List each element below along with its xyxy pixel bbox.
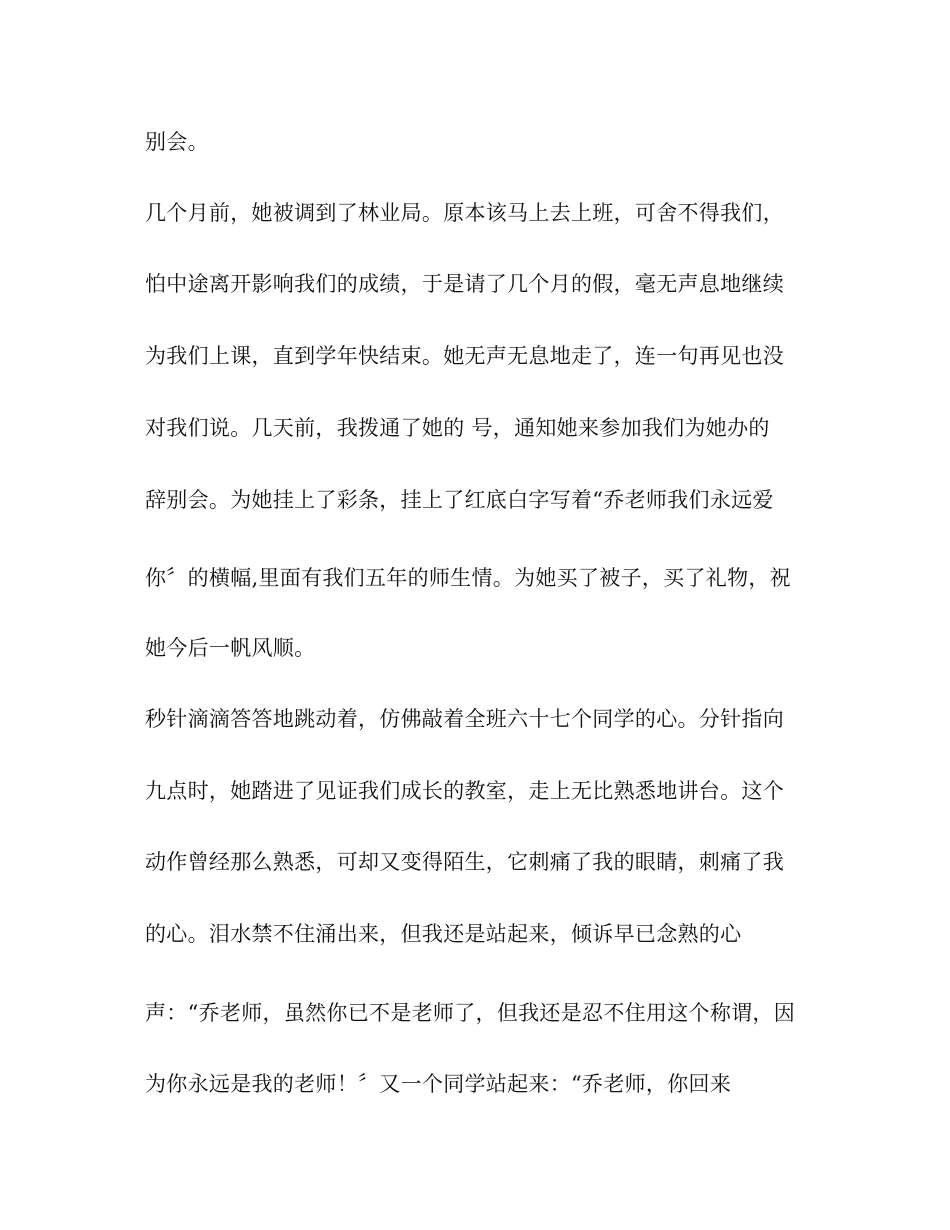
text-line: 她今后一帆风顺。 (145, 636, 316, 660)
text-line: 辞别会。为她挂上了彩条，挂上了红底白字写着“乔老师我们永远爱 (145, 488, 774, 512)
text-line: 怕中途离开影响我们的成绩，于是请了几个月的假，毫无声息地继续 (145, 272, 784, 296)
text-line: 的心。泪水禁不住涌出来，但我还是站起来，倾诉早已念熟的心 (145, 922, 742, 946)
text-line: 秒针滴滴答答地跳动着，仿佛敲着全班六十七个同学的心。分针指向 (145, 707, 784, 731)
text-line: 声：“乔老师，虽然你已不是老师了，但我还是忍不住用这个称谓，因 (145, 1001, 796, 1025)
text-line: 动作曾经那么熟悉，可却又变得陌生，它刺痛了我的眼睛，刺痛了我 (145, 850, 784, 874)
text-line: 几个月前，她被调到了林业局。原本该马上去上班，可舍不得我们， (145, 201, 784, 225)
text-line: 九点时，她踏进了见证我们成长的教室，走上无比熟悉地讲台。这个 (145, 779, 784, 803)
text-line: 别会。 (145, 130, 209, 154)
text-line: 为我们上课，直到学年快结束。她无声无息地走了，连一句再见也没 (145, 344, 784, 368)
text-line: 你〞的横幅,里面有我们五年的师生情。为她买了被子，买了礼物，祝 (145, 566, 791, 590)
text-line: 对我们说。几天前，我拨通了她的 号，通知她来参加我们为她办的 (145, 416, 770, 440)
text-line: 为你永远是我的老师！〞又一个同学站起来：“乔老师，你回来 (145, 1072, 732, 1096)
